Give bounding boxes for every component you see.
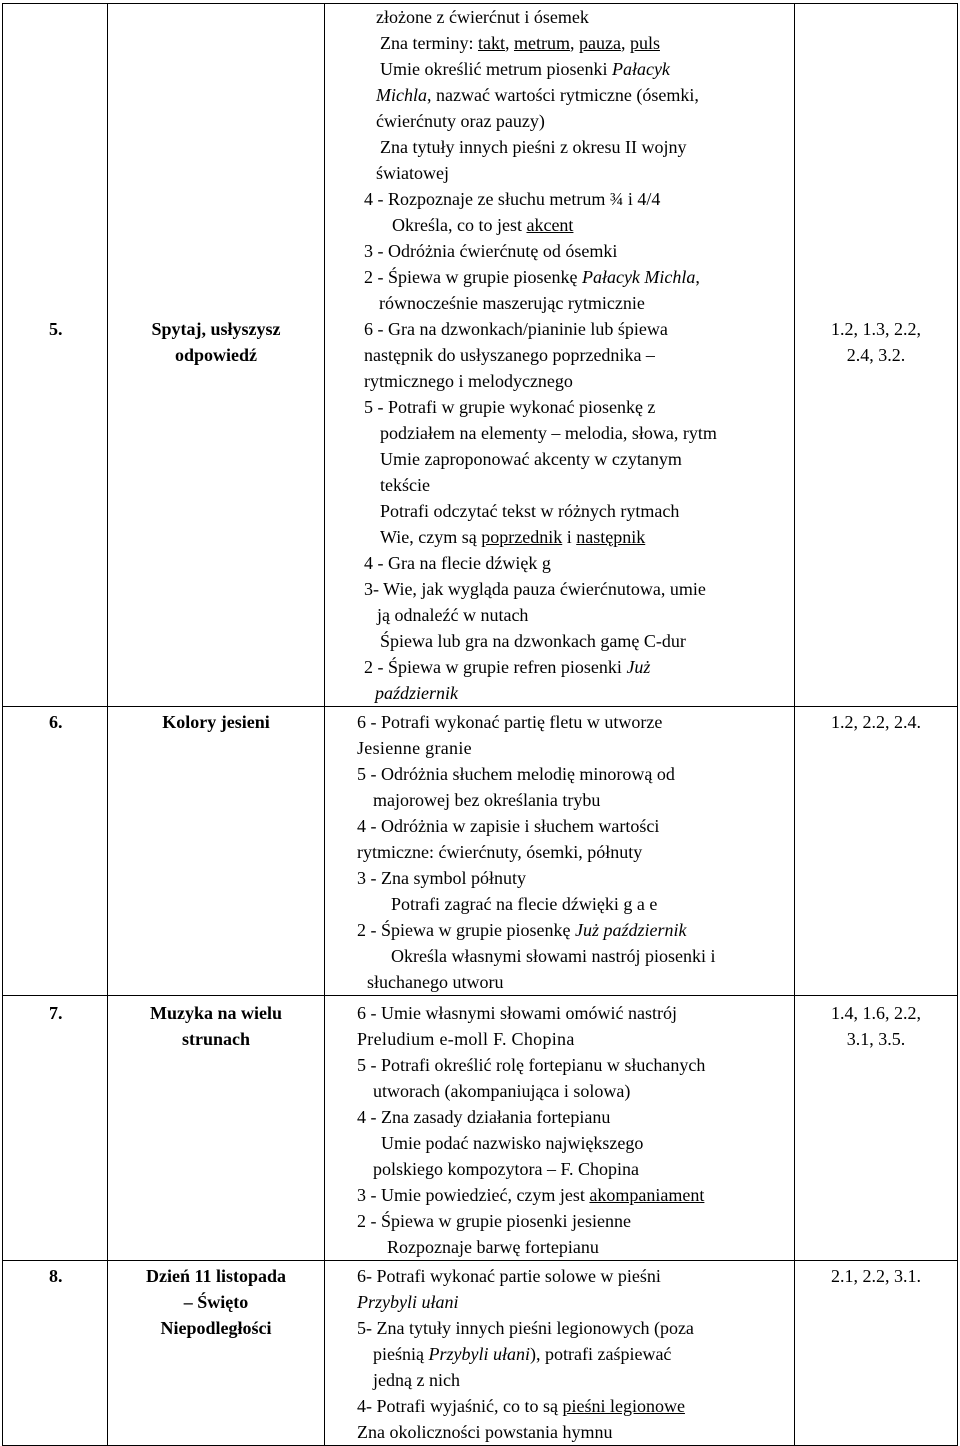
table-row xyxy=(3,1261,958,1446)
requirement-line: Rozpoznaje barwę fortepianu xyxy=(387,1237,599,1257)
lesson-title-line: Kolory jesieni xyxy=(162,712,270,732)
row-number: 7. xyxy=(49,1003,63,1023)
standard-codes: 1.2, 1.3, 2.2, xyxy=(831,319,921,339)
requirement-line: Określa, co to jest akcent xyxy=(392,215,574,235)
standard-codes: 1.4, 1.6, 2.2, xyxy=(831,1003,921,1023)
requirement-line: Umie zaproponować akcenty w czytanym xyxy=(380,449,682,469)
lesson-title-line: odpowiedź xyxy=(174,345,257,365)
requirement-line: Umie określić metrum piosenki Pałacyk xyxy=(380,59,670,79)
lesson-title-cell xyxy=(108,4,325,707)
row-number: 5. xyxy=(49,319,63,339)
requirement-line: 6- Potrafi wykonać partie solowe w pieśni xyxy=(357,1266,661,1286)
requirement-line: Preludium e-moll F. Chopina xyxy=(357,1029,575,1049)
requirement-line: 4 - Zna zasady działania fortepianu xyxy=(357,1107,611,1127)
requirement-line: 6 - Gra na dzwonkach/pianinie lub śpiewa xyxy=(364,319,668,339)
standards-cell xyxy=(795,1261,958,1446)
lesson-title-line: Dzień 11 listopada xyxy=(145,1266,287,1286)
requirement-line: Potrafi zagrać na flecie dźwięki g a e xyxy=(391,894,658,914)
table-row xyxy=(3,996,958,1261)
requirement-line: 3 - Umie powiedzieć, czym jest akompaniament xyxy=(357,1185,705,1205)
row-number-cell xyxy=(3,707,108,996)
standards-cell xyxy=(795,996,958,1261)
requirement-line: 2 - Śpiewa w grupie refren piosenki Już xyxy=(364,657,651,677)
requirement-line: Określa własnymi słowami nastrój piosenki i xyxy=(391,946,716,966)
standards-cell xyxy=(795,4,958,707)
requirement-line: majorowej bez określania trybu xyxy=(373,790,601,810)
requirement-line: ćwierćnuty oraz pauzy) xyxy=(376,111,545,131)
lesson-title-cell xyxy=(108,996,325,1261)
requirement-line: 3 - Zna symbol półnuty xyxy=(357,868,526,888)
table-row xyxy=(3,4,958,707)
requirement-line: Wie, czym są poprzednik i następnik xyxy=(380,527,646,547)
requirement-line: 5 - Potrafi w grupie wykonać piosenkę z xyxy=(364,397,656,417)
requirement-line: Michla, nazwać wartości rytmiczne (ósemki, xyxy=(376,85,699,105)
requirement-line: 5- Zna tytuły innych pieśni legionowych (poza xyxy=(357,1318,694,1338)
requirement-line: 2 - Śpiewa w grupie piosenkę Pałacyk Michla, xyxy=(364,267,700,287)
requirement-line: światowej xyxy=(376,163,449,183)
requirement-line: Umie podać nazwisko największego xyxy=(381,1133,644,1153)
lesson-title-cell xyxy=(108,1261,325,1446)
row-number-cell xyxy=(3,996,108,1261)
row-number-cell xyxy=(3,1261,108,1446)
requirement-line: równocześnie maszerując rytmicznie xyxy=(379,293,645,313)
requirement-line: 4 - Rozpoznaje ze słuchu metrum ¾ i 4/4 xyxy=(364,189,661,209)
requirement-line: październik xyxy=(375,683,458,703)
requirement-line: Potrafi odczytać tekst w różnych rytmach xyxy=(380,501,680,521)
requirement-line: 5 - Potrafi określić rolę fortepianu w słuchanych xyxy=(357,1055,706,1075)
requirement-line: Przybyli ułani xyxy=(357,1292,459,1312)
requirement-line: ją odnaleźć w nutach xyxy=(377,605,529,625)
lesson-title-cell xyxy=(108,707,325,996)
requirement-line: jedną z nich xyxy=(373,1370,460,1390)
lesson-title-line: Niepodległości xyxy=(160,1318,272,1338)
requirement-line: podziałem na elementy – melodia, słowa, rytm xyxy=(380,423,717,443)
requirement-line: następnik do usłyszanego poprzednika – xyxy=(364,345,655,365)
requirement-line: rytmiczne: ćwierćnuty, ósemki, półnuty xyxy=(357,842,643,862)
requirement-line: Jesienne granie xyxy=(357,738,472,758)
requirements-cell xyxy=(325,707,795,996)
requirement-line: Zna terminy: takt, metrum, pauza, puls xyxy=(380,33,660,53)
standard-codes: 1.2, 2.2, 2.4. xyxy=(831,712,921,732)
lesson-title-line: – Święto xyxy=(183,1292,249,1312)
curriculum-table xyxy=(2,3,958,1446)
requirement-line: utworach (akompaniująca i solowa) xyxy=(373,1081,631,1101)
requirement-line: 5 - Odróżnia słuchem melodię minorową od xyxy=(357,764,675,784)
requirement-line: złożone z ćwierćnut i ósemek xyxy=(376,7,589,27)
requirement-line: Zna tytuły innych pieśni z okresu II wojny xyxy=(380,137,687,157)
requirement-line: rytmicznego i melodycznego xyxy=(364,371,573,391)
requirement-line: 4 - Odróżnia w zapisie i słuchem wartości xyxy=(357,816,660,836)
requirements-cell xyxy=(325,4,795,707)
row-number: 6. xyxy=(49,712,63,732)
requirement-line: 3 - Odróżnia ćwierćnutę od ósemki xyxy=(364,241,618,261)
requirements-cell xyxy=(325,1261,795,1446)
requirement-line: Śpiewa lub gra na dzwonkach gamę C-dur xyxy=(380,631,686,651)
lesson-title-line: strunach xyxy=(181,1029,250,1049)
requirement-line: 2 - Śpiewa w grupie piosenkę Już październik xyxy=(357,920,687,940)
standard-codes: 2.4, 3.2. xyxy=(846,345,906,365)
lesson-title-line: Muzyka na wielu xyxy=(149,1003,282,1023)
standard-codes: 3.1, 3.5. xyxy=(846,1029,906,1049)
requirement-line: polskiego kompozytora – F. Chopina xyxy=(373,1159,640,1179)
requirement-line: 6 - Umie własnymi słowami omówić nastrój xyxy=(357,1003,677,1023)
requirement-line: słuchanego utworu xyxy=(367,972,504,992)
lesson-title-line: Spytaj, usłyszysz xyxy=(151,319,281,339)
requirements-cell xyxy=(325,996,795,1261)
requirement-line: tekście xyxy=(380,475,430,495)
requirement-line: 4 - Gra na flecie dźwięk g xyxy=(364,553,551,573)
table-row xyxy=(3,707,958,996)
requirement-line: 2 - Śpiewa w grupie piosenki jesienne xyxy=(357,1211,631,1231)
standard-codes: 2.1, 2.2, 3.1. xyxy=(831,1266,921,1286)
row-number: 8. xyxy=(49,1266,63,1286)
requirement-line: 4- Potrafi wyjaśnić, co to są pieśni legionowe xyxy=(357,1396,685,1416)
standards-cell xyxy=(795,707,958,996)
requirement-line: 6 - Potrafi wykonać partię fletu w utworze xyxy=(357,712,663,732)
row-number-cell xyxy=(3,4,108,707)
requirement-line: 3- Wie, jak wygląda pauza ćwierćnutowa, umie xyxy=(364,579,706,599)
requirement-line: pieśnią Przybyli ułani), potrafi zaśpiewać xyxy=(373,1344,672,1364)
requirement-line: Zna okoliczności powstania hymnu xyxy=(357,1422,613,1442)
